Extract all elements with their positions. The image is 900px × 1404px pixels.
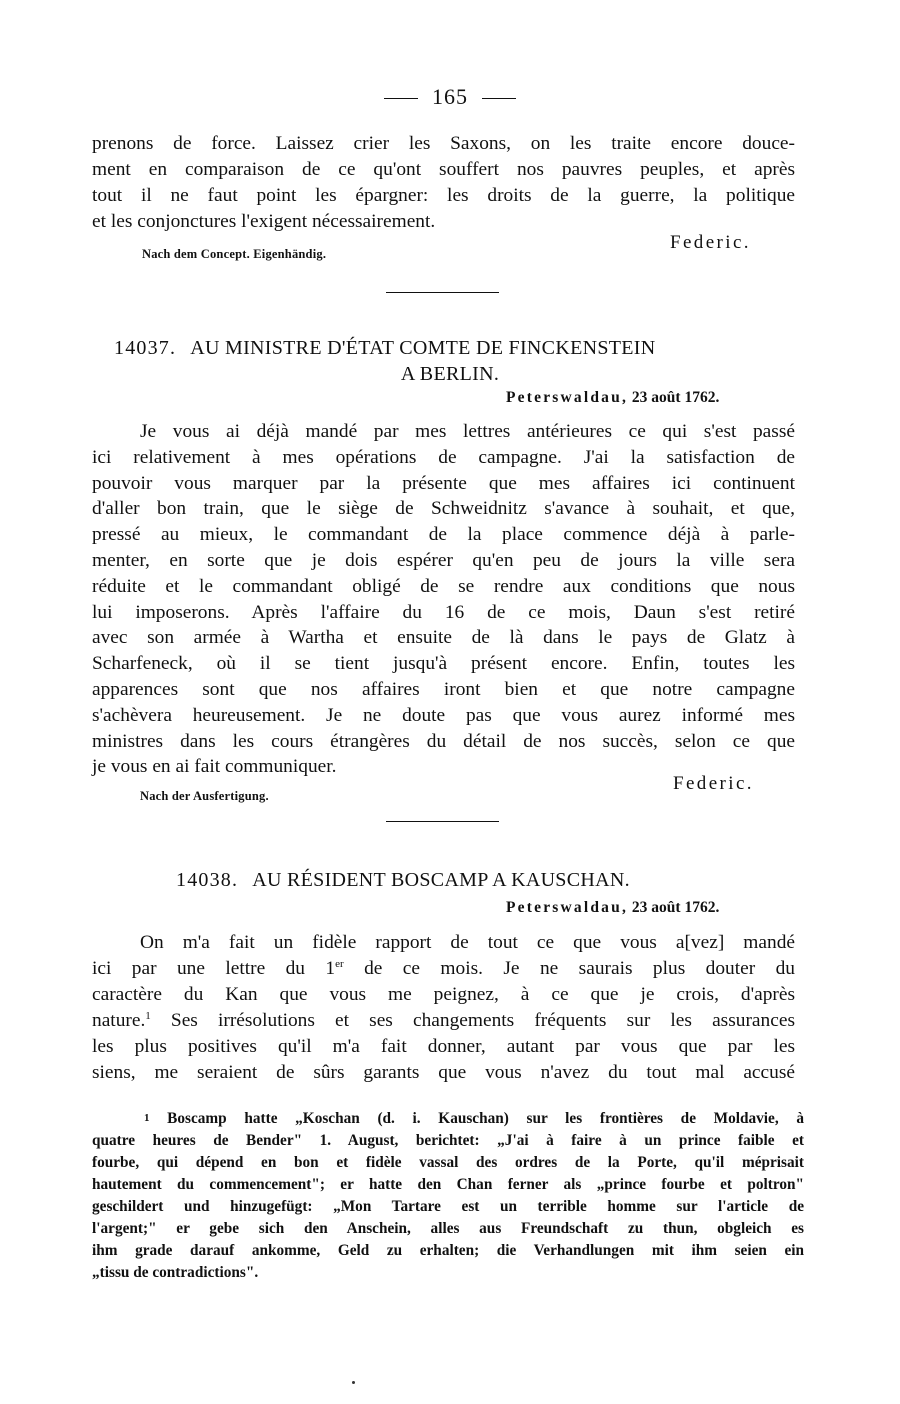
signature: Federic. — [670, 232, 751, 253]
source-note: Nach der Ausfertigung. — [140, 789, 269, 803]
text-line: ici relativement à mes opérations de campagne. J'ai la satisfaction de — [92, 446, 795, 468]
text-line: menter, en sorte que je dois espérer qu'en peu de jours la ville sera — [92, 549, 795, 571]
letter-heading-line2: A BERLIN. — [400, 363, 500, 385]
text-line — [92, 1008, 795, 1034]
footnote-line: quatre heures de Bender" 1. August, berichtet: „J'ai à faire à un prince faible et — [92, 1132, 804, 1149]
text-line: réduite et le commandant obligé de se rendre aux conditions que nous — [92, 575, 795, 597]
footnote-line — [92, 1107, 804, 1130]
section-divider — [386, 821, 499, 822]
text-line: avec son armée à Wartha et ensuite de là dans le pays de Glatz à — [92, 627, 795, 649]
text-line: lui imposerons. Après l'affaire du 16 de ce mois, Daun s'est retiré — [92, 601, 795, 623]
footnote-line: ihm grade darauf ankomme, Geld zu erhalten; die Verhandlungen mit ihm seien ein — [92, 1242, 804, 1259]
text-line: prenons de force. Laissez crier les Saxons, on les traite encore douce- — [92, 133, 795, 154]
text-line: les plus positives qu'il m'a fait donner, autant par vous que par les — [92, 1036, 795, 1057]
text-fragment: ici par une lettre du 1 — [92, 958, 336, 979]
source-note: Nach dem Concept. Eigenhändig. — [142, 247, 327, 261]
text-fragment: Boscamp hatte „Koschan (d. i. Kauschan) sur les frontières de Moldavie, à — [149, 1110, 804, 1127]
text-line: ministres dans les cours étrangères du détail de nos succès, selon ce que — [92, 730, 795, 752]
text-fragment: de ce mois. Je ne saurais plus douter du — [343, 958, 795, 979]
header-dash-right — [482, 98, 516, 99]
place: Peterswaldau, — [506, 899, 629, 916]
header-dash-left — [384, 98, 418, 99]
letter-heading — [114, 337, 655, 360]
continuation-text — [92, 131, 795, 235]
text-line: Je vous ai déjà mandé par mes lettres antérieures ce qui s'est passé — [140, 421, 795, 442]
footnote-line: hautement du commencement"; er hatte den Chan ferner als „prince fourbe et poltron" — [92, 1176, 804, 1193]
letter-addressee: AU MINISTRE D'ÉTAT COMTE DE FINCKENSTEIN — [190, 337, 656, 359]
letter-number: 14037. — [114, 337, 177, 359]
text-fragment: Ses irrésolutions et ses changements fréquents sur les assurances — [150, 1010, 795, 1031]
footnote-line: geschildert und hinzugefügt: „Mon Tartare est un terrible homme sur l'article de — [92, 1198, 804, 1215]
print-speck — [352, 1381, 355, 1384]
letter-number: 14038. — [176, 869, 239, 891]
place: Peterswaldau, — [506, 389, 629, 406]
text-line: pouvoir vous marquer par la présente que mes affaires ici continuent — [92, 472, 795, 494]
footnote-marker: 1 — [145, 1010, 151, 1022]
text-line: tout il ne faut point les épargner: les droits de la guerre, la politique — [92, 185, 795, 206]
text-line: ment en comparaison de ce qu'ont souffert nos pauvres peuples, et après — [92, 159, 795, 180]
text-line — [92, 956, 795, 982]
superscript: er — [335, 958, 344, 970]
letter-addressee: AU RÉSIDENT BOSCAMP A KAUSCHAN. — [252, 869, 630, 891]
place-date — [506, 899, 719, 917]
text-line: pressé au mieux, le commandant de la place commence déjà à parle- — [92, 524, 795, 546]
letter-body — [92, 419, 795, 780]
text-line: On m'a fait un fidèle rapport de tout ce que vous a[vez] mandé — [140, 932, 795, 953]
footnote-marker: 1 — [144, 1112, 150, 1124]
letter-heading — [176, 869, 630, 892]
letter-body — [92, 930, 795, 1086]
section-divider — [386, 292, 499, 293]
footnote — [92, 1107, 804, 1284]
text-line: s'achèvera heureusement. Je ne doute pas que vous aurez informé mes — [92, 704, 795, 726]
footnote-line: fourbe, qui dépend en bon et fidèle vassal des ordres de la Porte, qu'il méprisait — [92, 1154, 804, 1171]
page-number: 165 — [432, 84, 468, 109]
text-fragment: nature. — [92, 1010, 146, 1031]
place-date — [506, 389, 719, 407]
text-line: Scharfeneck, où il se tient jusqu'à présent encore. Enfin, toutes les — [92, 653, 795, 675]
date: 23 août 1762. — [631, 899, 720, 916]
text-line: et les conjonctures l'exigent nécessairement. — [92, 211, 436, 232]
text-line: siens, me seraient de sûrs garants que vous n'avez du tout mal accusé — [92, 1062, 795, 1083]
page-header — [0, 84, 900, 110]
text-line: apparences sont que nos affaires iront bien et que notre campagne — [92, 678, 795, 700]
footnote-line: „tissu de contradictions". — [92, 1264, 259, 1281]
text-line: je vous en ai fait communiquer. — [92, 756, 337, 778]
signature: Federic. — [673, 773, 754, 794]
footnote-line: l'argent;" er gebe sich den Anschein, alles aus Freundschaft zu thun, obgleich es — [92, 1220, 804, 1237]
text-line: caractère du Kan que vous me peignez, à ce que je crois, d'après — [92, 984, 795, 1005]
text-line: d'aller bon train, que le siège de Schweidnitz s'avance à souhait, et que, — [92, 498, 795, 520]
date: 23 août 1762. — [631, 389, 720, 406]
